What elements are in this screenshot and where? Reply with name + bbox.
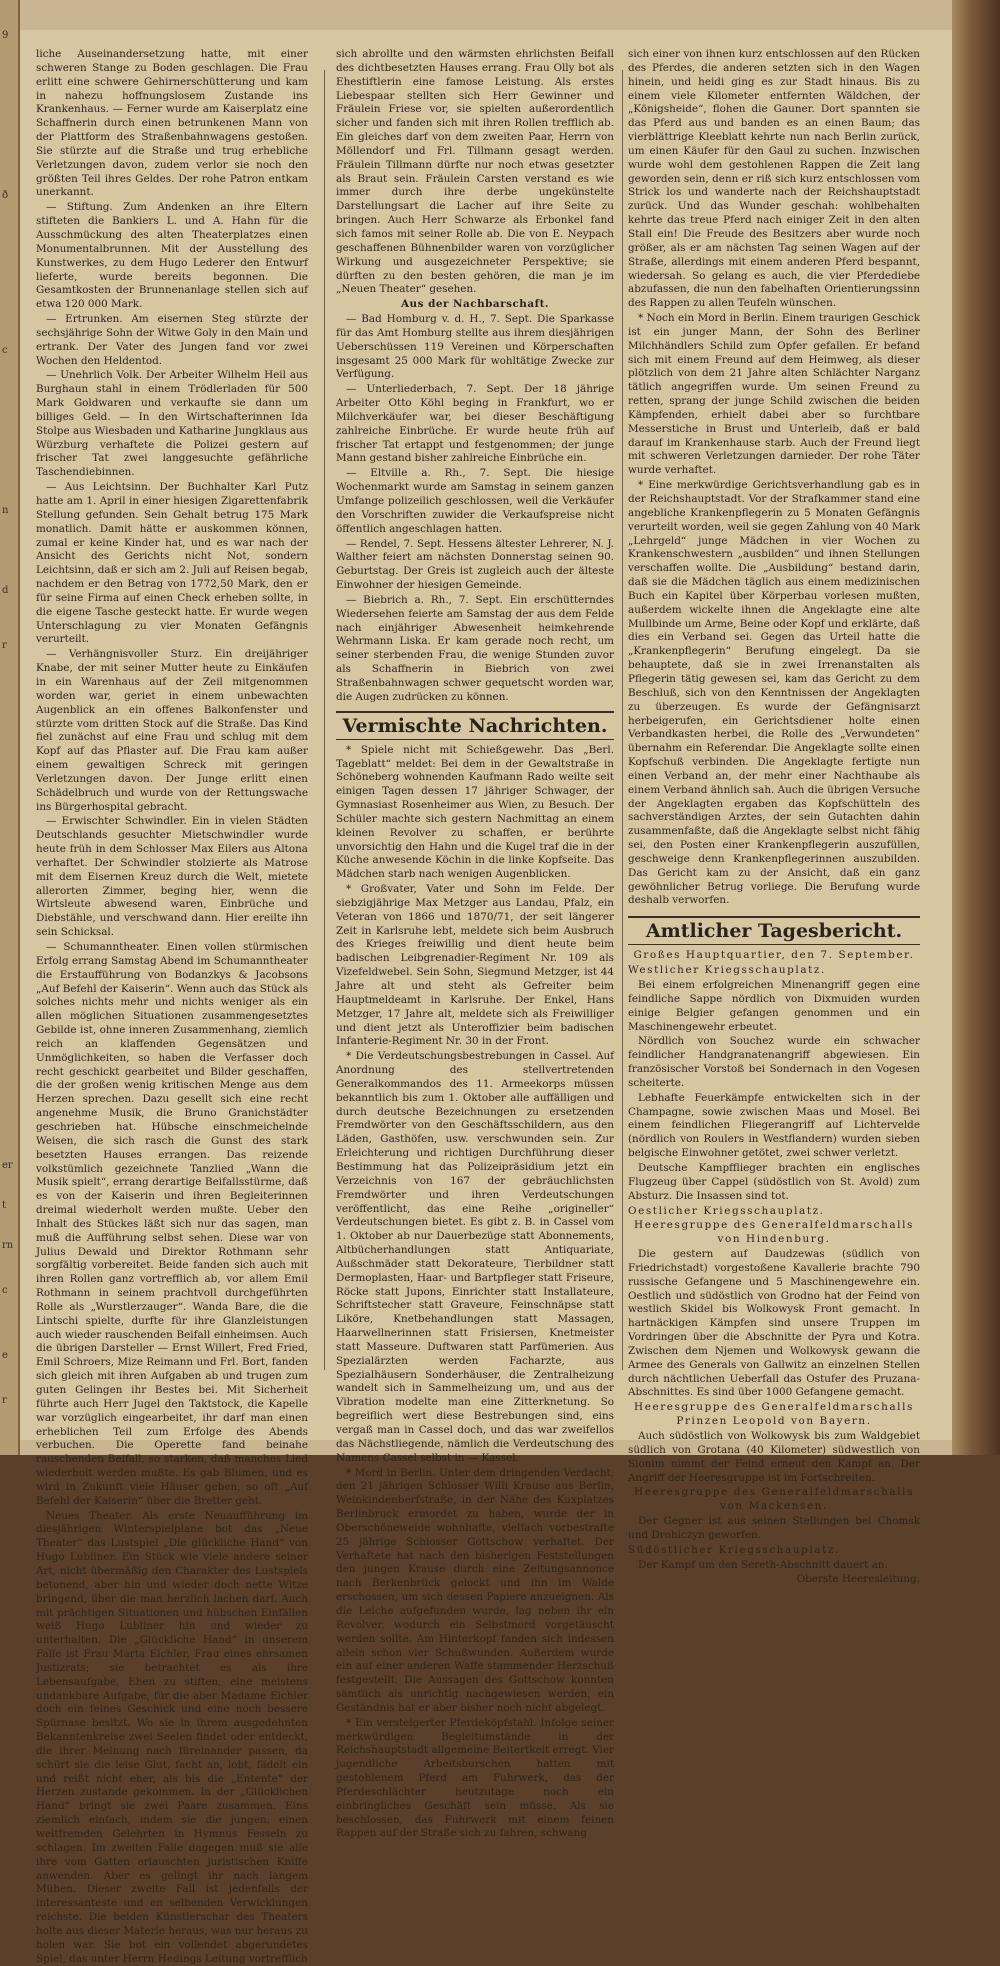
article-text: * Ein versteigerter Pferdeköpfstahl. Infolge seiner merkwürdigen Begleitumstände in der Reichshauptstadt allgemeine Beitertkeit erregt. Vier jugendliche Arbeitsburschen hatten mit gestohlenem Pferd am Fuhrwerk, das der Pferdeschlächter heutzutage noch ein einbringliches Geschäft sein müsse. Als sie beschlossen, das Fuhrwerk mit einem feinen Rappen auf der Straße sich zu fahren, schwang [336,1716,614,1840]
article-text: * Eine merkwürdige Gerichtsverhandlung gab es in der Reichshauptstadt. Vor der Strafkammer stand eine angebliche Krankenpflegerin zu 5 Monaten Gefängnis verurteilt worden, weil sie gegen Zahlung von 40 Mark „Lehrgeld“ junge Mädchen in vier Wochen zu Krankenschwestern „ausbilden“ und ihnen Stellungen verschaffen wollte. Die „Ausbildung“ bestand darin, daß sie die Mädchen täglich aus einem medizinischen Buch ein Kapitel über Körperbau vorlesen mußten, außerdem wickelte ihnen die Angeklagte eine alte Mullbinde um Arme, Beine oder Kopf und erklärte, daß dies ein Verband sei. Gegen das Urteil hatte die „Krankenpflegerin“ Berufung eingelegt. Da sie behauptete, daß sie in zwei Irrenanstalten als Pflegerin tätig gewesen sei, kam das Gericht zu dem Beschluß, sich von den Kenntnissen der Angeklagten zu überzeugen. Es wurde der Gefängnisarzt herbeigerufen, ein Gerichtsdiener holte einen Verbandkasten herbei, die Rolle des „Verwundeten“ übernahm ein Referendar. Die Angeklagte sollte einen Kopfschuß verbinden. Die Angeklagte fertigte nun einen Verband an, der mehr einer Nachthaube als einem Verband ähnlich sah. Auch die übrigen Versuche der Angeklagten ergaben das Kopfschütteln des sachverständigen Arztes, der sein Gutachten dahin zusammenfaßte, daß die Angeklagte selbst nicht fähig sei, den Posten einer Krankenpflegerin auszufüllen, geschweige denn Krankenpflegerinnen auszubilden. Das Gericht kam zu der Ansicht, daß ein ganz gewöhnlicher Betrug vorliege. Die Berufung wurde deshalb verworfen. [628,479,920,907]
report-text: Bei einem erfolgreichen Minenangriff gegen eine feindliche Sappe nördlich von Dixmuiden wurden einige Belgier gefangen genommen und ein Maschinengewehr erbeutet. [628,979,920,1033]
column-1 [36,48,308,1965]
article-text: — Rendel, 7. Sept. Hessens ältester Lehrerer, N. J. Walther feiert am nächsten Donnerstag seinen 90. Geburtstag. Der Greis ist zugleich auch der älteste Einwohner der hiesigen Gemeinde. [336,537,614,592]
section-title: Vermischte Nachrichten. [336,711,614,740]
article-text: Neues Theater. Als erste Neuaufführung im diesjährigen Winterspielplane bot das „Neue Theater“ das Lustspiel „Die glückliche Hand“ von Hugo Lubliner. Ein Stück wie viele andere seiner Art, nicht übermäßig den Charakter des Lustspiels betonend, aber hin und wieder doch nette Witze bringend, über die man herzlich lachen darf. Auch mit prächtigen Situationen und hübschen Einfällen weiß Hugo Lubliner hin und wieder zu unterhalten. Die „Glückliche Hand“ in unserem Falle ist Frau Marta Eichler, Frau eines ehrsamen Justizrats; sie betrachtet es als ihre Lebensaufgabe, Ehen zu stiften, eine meistens undankbare Aufgabe, für die aber Madame Eichler doch ein feines Geschick und eine noch bessere Spürnase besitzt. Wo sie in ihrem ausgedehnten Bekanntenkreise zwei Seelen findet oder entdeckt, die ihrer Meinung nach füreinander passen, da schürt sie die leise Glut, facht an, lobt, fädelt ein und reißt nicht eher, als bis die „Entente“ der Herzen zustande gekommen. In der „Glücklichen Hand“ bringt sie zwei Paare zusammen. Eins ziemlich einfach, indem sie die jungen, einen weltfremden Gelehrten in Hymnus Fesseln zu schlagen. Im zweiten Falle dagegen muß sie alle ihre vom Gatten erlauschten juristischen Kniffe anwenden. Aber es gelingt ihr nach langem Mühen. Dieser zweite Fall ist jedenfalls der interessanteste und en selbenden Verwicklungen reichste. Die beiden Künstlerschar des Theaters holte aus dieser Materie heraus, was nur heraus zu holen war. Sie bot ein vollendet abgerundetes Spiel, das unter Herrn Hedings Leitung vortrefflich [36,1509,308,1965]
sliver-char: r [2,1395,7,1406]
report-text: Nördlich von Souchez wurde ein schwacher feindlicher Handgranatenangriff abgewiesen. Ein französischer Vorstoß bei Sondernach in den Vogesen scheiterte. [628,1035,920,1089]
article-text: — Unterliederbach, 7. Sept. Der 18 jährige Arbeiter Otto Köhl beging in Frankfurt, wo er Milchverkäufer war, bei dieser Beschäftigung zahlreiche Einbrüche. Er wurde heute früh auf frischer Tat ertappt und festgenommen; der junge Mann gestand bisher zahlreiche Einbrüche ein. [336,383,614,465]
army-group-heading: Heeresgruppe des Generalfeldmarschalls von Mackensen. [634,1486,914,1513]
sliver-char: c [2,1285,8,1296]
article-text: — Stiftung. Zum Andenken an ihre Eltern stifteten die Bankiers L. und A. Hahn für die Ausschmückung des alten Theaterplatzes einen Monumentalbrunnen. Mit der Ausstellung des Kunstwerkes, zu dem Hugo Lederer den Entwurf lieferte, wurde bereits begonnen. Die Gesamtkosten der Brunnenanlage stellen sich auf etwa 120 000 Mark. [36,201,308,311]
report-text: Deutsche Kampfflieger brachten ein englisches Flugzeug über Cappel (südöstlich von St. Avold) zum Absturz. Die Insassen sind tot. [628,1161,920,1202]
article-text: — Ertrunken. Am eisernen Steg stürzte der sechsjährige Sohn der Witwe Goly in den Main und ertrank. Der Vater des Jungen fand vor zwei Wochen den Heldentod. [36,313,308,367]
sliver-char: er [2,1160,13,1171]
previous-page-edge [0,0,20,1455]
article-text: * Spiele nicht mit Schießgewehr. Das „Berl. Tageblatt“ meldet: Bei dem in der Gewaltstraße in Schöneberg wohnenden Kaufmann Rado weilte seit einigen Tagen dessen 17 jähriger Schwager, der Gymnasiast Rosenheimer aus Wien, zu Besuch. Der Schüler machte sich gestern Nachmittag an einem kleinen Revolver zu schaffen, er berührte unvorsichtig den Hahn und die Kugel traf die in der Küche anwesende Köchin in die linke Kopfseite. Das Mädchen starb nach wenigen Augenblicken. [336,743,614,881]
report-text: Die gestern auf Daudzewas (südlich von Friedrichstadt) vorgestoßene Kavallerie brachte 790 russische Gefangene und 5 Maschinengewehre ein. Oestlich und südöstlich von Grodno hat der Feind von westlich Skidel bis Wolkowysk Front gemacht. In hartnäckigen Kämpfen sind unsere Truppen im Vordringen über die Abschnitte der Pyra und Kotra. Zwischen dem Njemen und Wolkowysk gewann die Armee des Generals von Gallwitz an einzelnen Stellen durch nächtlichen Ueberfall das Ostufer des Pruzana-Abschnittes. Es sind über 1000 Gefangene gemacht. [628,1248,920,1399]
sliver-char: ð [2,190,9,201]
column-rule [324,70,325,1370]
front-heading: Westlicher Kriegsschauplatz. [628,964,826,977]
column-rule [622,70,623,1370]
article-text: — Verhängnisvoller Sturz. Ein dreijähriger Knabe, der mit seiner Mutter heute zu Einkäufen in ein Warenhaus auf der Zeil mitgenommen worden war, geriet in einem unbewachten Augenblick an ein offenes Balkonfenster und stürzte vom dritten Stock auf die Straße. Das Kind fiel zunächst auf eine Frau und schlug mit dem Kopf auf das Pflaster auf. Die Frau kam außer einem gewaltigen Schreck mit geringen Verletzungen davon. Der Junge erlitt einen Schädelbruch und wurde von der Rettungswache ins Bürgerhospital gebracht. [36,648,308,813]
article-text: — Biebrich a. Rh., 7. Sept. Ein erschütterndes Wiedersehen feierte am Samstag der aus dem Felde nach einjähriger Abwesenheit heimkehrende Wehrmann Liska. Er kam gerade noch recht, um seiner sterbenden Frau, die wenige Stunden zuvor als Schaffnerin in Biebrich von zwei Straßenbahnwagen schwer gequetscht worden war, die Augen zudrücken zu können. [336,593,614,703]
article-text: — Aus Leichtsinn. Der Buchhalter Karl Putz hatte am 1. April in einer hiesigen Zigarettenfabrik Stellung gefunden. Sein Gehalt betrug 175 Mark monatlich. Damit hätte er auskommen können, zumal er keine Kinder hat, und es war nach der Ansicht des Gerichts nicht Not, sondern Leichtsinn, daß er sich am 2. Juli auf Reisen begab, nachdem er den Betrag von 1772,50 Mark, den er für seine Firma auf einen Check erheben sollte, in die eigene Tasche gesteckt hatte. Er wurde wegen Unterschlagung zu vier Monaten Gefängnis verurteilt. [36,481,308,646]
section-title: Amtlicher Tagesbericht. [628,916,920,945]
article-text: * Großvater, Vater und Sohn im Felde. Der siebzigjährige Max Metzger aus Landau, Pfalz, ein Veteran von 1866 und 1870/71, der seit längerer Zeit in Karlsruhe lebt, meldete sich beim Ausbruch des Krieges freiwillig und dient heute beim badischen Leibgrenadier-Regiment Nr. 109 als Vizefeldwebel. Sein Sohn, Siegmund Metzger, ist 44 Jahre alt und steht als Gefreiter beim Hauptmeldeamt in Karlsruhe. Der Enkel, Hans Metzger, 17 Jahre alt, meldete sich als Freiwilliger und dient jetzt als Unteroffizier beim badischen Infanterie-Regiment Nr. 30 in der Front. [336,883,614,1048]
report-text: Der Kampf um den Sereth-Abschnitt dauert an. [638,1558,888,1571]
sliver-char: c [2,345,8,356]
army-group-heading: Heeresgruppe des Generalfeldmarschalls von Hindenburg. [634,1219,914,1246]
sliver-char: rn [2,1240,14,1251]
sliver-char: e [2,1350,8,1361]
article-text: — Erwischter Schwindler. Ein in vielen Städten Deutschlands gesuchter Mietschwindler wurde heute früh in dem Schlosser Max Eilers aus Altona verhaftet. Der Schwindler stolzierte als Matrose mit dem Eisernen Kreuz durch die Welt, mietete allerorten Zimmer, beging hier, wenn die Wirtsleute abwesend waren, Einbrüche und Diebstähle, und verschwand dann. Hier ereilte ihn sein Schicksal. [36,815,308,939]
report-text: Auch südöstlich von Wolkowysk bis zum Waldgebiet südlich von Grotana (40 Kilometer) südwestlich von Slonim nimmt der Feind erneut den Kampf an. Der Angriff der Heeresgruppe ist im Fortschreiten. [628,1430,920,1484]
book-spine-gutter [952,0,1000,1455]
column-2 [336,48,614,1840]
article-text: — Schumanntheater. Einen vollen stürmischen Erfolg errang Samstag Abend im Schumanntheater die Erstaufführung von Bodanzkys & Jacobsons „Auf Befehl der Kaiserin“. Wenn auch das Stück als solches nichts mehr und nichts weniger als ein allen möglichen Situationen zusammengesetztes Gebilde ist, ohne inneren Zusammenhang, ziemlich reich an klaffenden Gegensätzen und Unmöglichkeiten, so haben die Verfasser doch recht geschickt gearbeitet und Bilder geschaffen, die der großen wenig kritischen Menge aus dem Herzen sprechen. Dazu gesellt sich eine recht angenehme Musik, die Bruno Granichstädter geschrieben hat. Hübsche einschmeichelnde Weisen, die sich rasch die Gunst des stark besetzten Hauses errangen. Das reizende volkstümlich gezeichnete Tanzlied „Wann die Musik spielt“, errang derartige Beifallsstürme, daß es von der Kaiserin und ihren Begleiterinnen dreimal wiederholt werden mußte. Ueber den Inhalt des Stückes läßt sich nur das sagen, man muß die Aufführung selbst sehen. Diese war von Julius Dewald und Direktor Rothmann sehr sorgfältig vorbereitet. Beide fanden sich auch mit ihren Rollen ganz vortrefflich ab, vor allem Emil Rothmann in seinem prachtvoll durchgeführten Rolle als „Wurstlerzauger“. Wanda Bare, die die Lintschi spielte, durfte für ihre Glanzleistungen auch wieder rauschenden Beifall einheimsen. Auch die übrigen Darsteller — Ernst Willert, Fred Fried, Emil Schroers, Mize Reimann und Frl. Bort, fanden sich gleich mit ihren Aufgaben ab und trugen zum guten Gelingen ihr Bestes bei. Mit Sicherheit führte auch Herr Jugel den Taktstock, die Kapelle war vorzüglich eingearbeitet, ihr darf man einen erheblichen Teil zum Erfolge des Abends verbuchen. Die Operette fand beinahe rauschenden Beifall, so starken, daß manches Lied wiederholt werden mußte. Es gab Blumen, und es wird in Zukunft viele Häuser geben, so oft „Auf Befehl der Kaiserin“ über die Bretter geht. [36,941,308,1507]
front-heading: Oestlicher Kriegsschauplatz. [628,1204,825,1217]
army-group-heading: Heeresgruppe des Generalfeldmarschalls Prinzen Leopold von Bayern. [634,1401,914,1428]
article-text: * Mord in Berlin. Unter dem dringenden Verdacht, den 21 jährigen Schlosser Willi Krause aus Berlin, Weinkindenberfstraße, in der Nähe des Kuxplatzes Berlinbruck ermordet zu haben, wurde der in Oberschöneweide wohnhafte, vielfach vorbestrafte 25 jährige Schlosser Gottschow verhaftet. Der Verhaftete hat nach den bisherigen Feststellungen den jungen Krause durch eine Zeitungsannonce nach Berkenbrück gelockt und ihn im Walde erschossen, um sich dessen Papiere anzueignen. Als die Leiche aufgefunden wurde, lag neben ihr ein Revolver, wodurch ein Selbstmord vorgetäuscht werden sollte. Am Hinterkopf fanden sich indessen allein schon vier Schußwunden. Außerdem wurde ein auf einer anderen Waffe stammender Herzschuß festgestellt. Die Aussagen des Gottschow konnten sämtlich als unrichtig nachgewiesen werden, ein Geständnis hat er aber bisher noch nicht abgelegt. [336,1466,614,1714]
section-heading: Aus der Nachbarschaft. [401,298,549,311]
article-text: — Eltville a. Rh., 7. Sept. Die hiesige Wochenmarkt wurde am Samstag in seinem ganzen Umfange polizeilich geschlossen, weil die Verkäufer den Vorschriften zuwider die Verkaufspreise nicht öffentlich angeschlagen hatten. [336,467,614,535]
sliver-char: t [2,1200,7,1211]
dateline: Großes Hauptquartier, den 7. September. [633,949,915,962]
article-text: sich abrollte und den wärmsten ehrlichsten Beifall des dichtbesetzten Hauses errang. Frau Olly bot als Ehestiftlerin eine famose Leistung. Als erstes Liebespaar stellten sich Herr Gewinner und Fräulein Friese vor, sie spielten außerordentlich sicher und fanden sich mit ihren Rollen trefflich ab. Ein gleiches darf von dem zweiten Paar, Herrn von Möllendorf und Frl. Tillmann gesagt werden. Fräulein Tillmann dürfte nur noch etwas gesetzter als Braut sein. Fräulein Carsten verstand es wie immer durch ihre derbe ungekünstelte Darstellungsart die Lacher auf ihre Seite zu bringen. Auch Herr Schwarze als Erbonkel fand sich famos mit seiner Rolle ab. Die von E. Neypach geschaffenen Bühnenbilder waren von vorzüglicher Wirkung und ausgezeichneter Perspektive; sie dürften zu den besten gehören, die man je im „Neuen Theater“ gesehen. [336,48,614,296]
sliver-char: r [2,640,7,651]
article-text: liche Auseinandersetzung hatte, mit einer schweren Stange zu Boden geschlagen. Die Frau erlitt eine schwere Gehirnerschütterung und kam in nahezu hoffnungslosem Zustande ins Krankenhaus. — Ferner wurde am Kaiserplatz eine Schaffnerin durch einen betrunkenen Mann von der Plattform des Straßenbahnwagens gestoßen. Sie stürzte auf die Straße und trug erhebliche Verletzungen davon, zudem verlor sie noch den größten Teil ihres Geldes. Der rohe Patron entkam unerkannt. [36,48,308,199]
article-text: — Bad Homburg v. d. H., 7. Sept. Die Sparkasse für das Amt Homburg stellte aus ihrem diesjährigen Ueberschüssen 119 Vereinen und Körperschaften insgesamt 25 000 Mark für wohltätige Zwecke zur Verfügung. [336,313,614,381]
front-heading: Südöstlicher Kriegsschauplatz. [628,1543,840,1556]
sliver-char: n [2,505,9,516]
article-text: sich einer von ihnen kurz entschlossen auf den Rücken des Pferdes, die anderen setzten sich in den Wagen hinein, und heidi ging es zur Stadt hinaus. Bis zu einem viele Kilometer entfernten Wäldchen, der „Königsheide“, flohen die Gauner. Dort spannten sie das Pferd aus und banden es an einen Baum; das vierblättrige Kleeblatt kehrte nun nach Berlin zurück, um einen Käufer für den Gaul zu suchen. Inzwischen wurde wohl dem gestohlenen Rappen die Zeit lang geworden sein, denn er riß sich kurz entschlossen vom Strick los und wanderte nach der Reichshauptstadt zurück. Und das Wunder geschah: wohlbehalten kehrte das treue Pferd nach einiger Zeit in den alten Stall ein! Die Freude des Besitzers aber wurde noch größer, als er am nächsten Tag seinen Wagen auf der Straße, allerdings mit einem anderen Pferd bespannt, wiedersah. So gelang es auch, die vier Pferdediebe abzufassen, die nun den fabelhaften Orientierungssinn des Rappen zu allen Teufeln wünschen. [628,48,920,310]
signature: Oberste Heeresleitung. [796,1573,920,1586]
column-3 [628,48,920,1586]
report-text: Lebhafte Feuerkämpfe entwickelten sich in der Champagne, sowie zwischen Maas und Mosel. Bei einem feindlichen Fliegerangriff auf Lichtervelde (nördlich von Roulers in Westflandern) wurden sieben belgische Einwohner getötet, zwei schwer verletzt. [628,1091,920,1160]
report-text: Der Gegner ist aus seinen Stellungen bei Chomsk und Drohiczyn geworfen. [628,1515,920,1541]
article-text: — Unehrlich Volk. Der Arbeiter Wilhelm Heil aus Burghaun stahl in einem Trödlerladen für 500 Mark Goldwaren und verkaufte sie dann um billiges Geld. — In den Wirtschafterinnen Ida Stolpe aus Wiesbaden und Katharine Jungklaus aus Würzburg verhaftete die Polizei gestern auf frischer Tat zwei langgesuchte gefährliche Taschendiebinnen. [36,369,308,479]
sliver-char: d [2,585,9,596]
article-text: * Die Verdeutschungsbestrebungen in Cassel. Auf Anordnung des stellvertretenden Generalkommandos des 11. Armeekorps müssen bekanntlich bis zum 1. Oktober alle auffälligen und durch deutsche Bezeichnungen zu ersetzenden Fremdwörter von den Geschäftsschildern, aus den Läden, Gasthöfen, usw. verschwunden sein. Zur Erleichterung und richtigen Durchführung dieser Bestimmung hat das Polizeipräsidium jetzt ein Verzeichnis von 167 der gebräuchlichsten Fremdwörter und ihren Verdeutschungen veröffentlicht, das eine Reihe „origineller“ Verdeutschungen bietet. Es gibt z. B. in Cassel vom 1. Oktober ab nur Dauerbezüge statt Abonnements, Altbücherhandlungen statt Antiquariate, Außschmäder statt Dekorateure, Tierbildner statt Dermoplasten, Haar- und Bartpfleger statt Friseure, Röcke statt Jupons, Einrichter statt Installateure, Schriftstecher statt Graveure, Feinschnäpse statt Liköre, Knetbehandlungen statt Massagen, Haarwellnerinnen statt Frisiersen, Knetmeister statt Masseure. Duftwaren statt Parfümerien. Aus Spezialärzten werden Facharzte, aus Spezialhäusern Sonderhäuser, die Zentralheizung wandelt sich in Sammelheizung um, und aus der Vibration modelte man eine Zitterknetung. So begreiflich wert diese Bestrebungen sind, eins vergaß man in Cassel doch, und das war zweifellos das Nächstliegende, nämlich die Verdeutschung des Namens Cassel selbst in — Kassel. [336,1050,614,1464]
article-text: * Noch ein Mord in Berlin. Einem traurigen Geschick ist ein junger Mann, der Sohn des Berliner Milchhändlers Schild zum Opfer gefallen. Er befand sich mit einem Freund auf dem Heimweg, als dieser plötzlich von dem 21 Jahre alten Schlächter Narganz tätlich angegriffen wurde. Um seinen Freund zu retten, sprang der junge Schild zwischen die beiden Kämpfenden, erhielt dabei aber so furchtbare Messerstiche in Brust und Unterleib, daß er bald darauf im Krankenhause starb. Auch der Freund liegt mit schweren Verletzungen darnieder. Der rohe Täter wurde verhaftet. [628,312,920,477]
sliver-char: 9 [2,30,9,41]
